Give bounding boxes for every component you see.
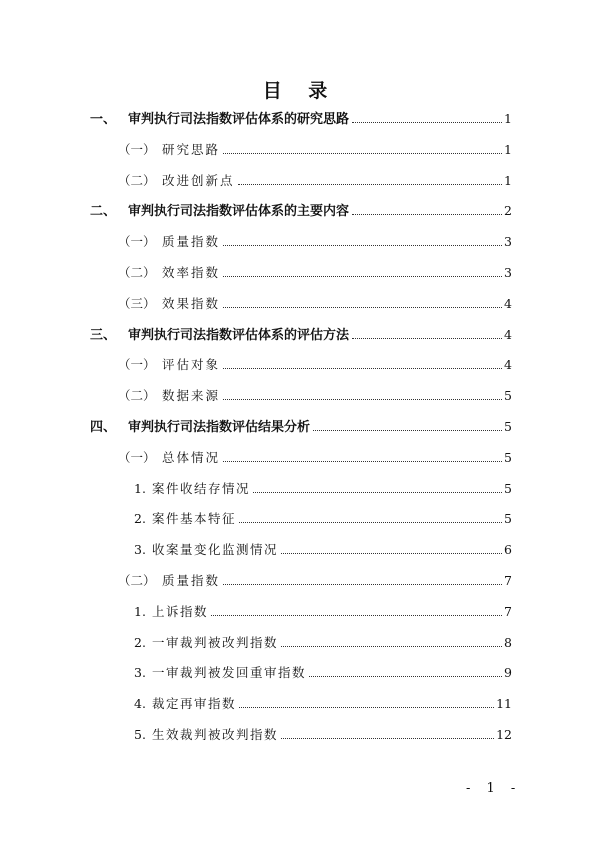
toc-dot-leader — [223, 307, 502, 308]
toc-entry-page: 7 — [504, 573, 512, 588]
toc-dot-leader — [223, 399, 502, 400]
toc-entry[interactable] — [118, 170, 512, 192]
toc-entry[interactable] — [118, 231, 512, 253]
toc-entry-page: 5 — [504, 388, 512, 404]
toc-entry-number: 二、 — [90, 204, 117, 220]
toc-entry-number: （一） — [118, 449, 156, 465]
toc-entry[interactable] — [118, 262, 512, 284]
toc-dot-leader — [211, 615, 502, 616]
toc-entry-number: 三、 — [90, 327, 117, 343]
toc-entry-number: （一） — [118, 234, 156, 250]
toc-entry-title: 审判执行司法指数评估体系的主要内容 — [128, 204, 350, 220]
toc-entry[interactable] — [90, 108, 512, 130]
toc-entry-page: 4 — [504, 326, 512, 342]
toc-dot-leader — [253, 492, 502, 493]
toc-dot-leader — [223, 368, 502, 369]
toc-dot-leader — [223, 584, 502, 585]
toc-entry-page: 5 — [504, 449, 512, 465]
toc-entry-page: 6 — [504, 542, 512, 558]
toc-entry-number: 3. — [134, 665, 146, 681]
toc-entry-title: 一审裁判被改判指数 — [152, 634, 279, 650]
toc-entry-title: 生效裁判被改判指数 — [152, 727, 279, 742]
toc-entry[interactable] — [134, 662, 512, 684]
toc-dot-leader — [309, 676, 502, 677]
toc-entry[interactable] — [118, 385, 512, 407]
toc-entry-page: 8 — [504, 634, 512, 650]
toc-dot-leader — [352, 338, 502, 339]
toc-entry-title: 审判执行司法指数评估结果分析 — [128, 420, 311, 435]
toc-entry-title: 审判执行司法指数评估体系的研究思路 — [128, 112, 350, 127]
toc-entry-title: 质量指数 — [162, 234, 221, 250]
toc-entry[interactable] — [90, 416, 512, 438]
toc-entry[interactable] — [134, 693, 512, 715]
page-title: 目 录 — [262, 80, 338, 102]
toc-entry[interactable] — [134, 601, 512, 623]
toc-entry-page: 1 — [504, 172, 512, 188]
toc-entry-title: 效果指数 — [162, 295, 221, 311]
toc-entry-number: 3. — [134, 542, 146, 558]
toc-dot-leader — [239, 707, 494, 708]
toc-entry-number: （二） — [118, 388, 156, 404]
toc-entry-number: （三） — [118, 295, 156, 311]
toc-entry-title: 上诉指数 — [152, 603, 209, 619]
toc-entry-title: 质量指数 — [162, 573, 221, 588]
toc-dot-leader — [223, 276, 502, 277]
toc-dot-leader — [313, 430, 502, 431]
toc-entry-title: 案件基本特征 — [152, 511, 237, 527]
toc-entry-number: 一、 — [90, 112, 117, 127]
toc-entry-page: 3 — [504, 265, 512, 280]
toc-entry-number: （二） — [118, 172, 156, 188]
toc-entry[interactable] — [90, 200, 512, 222]
toc-entry-number: 1. — [134, 480, 146, 496]
toc-entry-page: 1 — [504, 111, 512, 126]
toc-entry-number: 5. — [134, 727, 146, 742]
toc-entry-title: 裁定再审指数 — [152, 696, 237, 712]
toc-dot-leader — [352, 122, 502, 123]
toc-entry[interactable] — [118, 293, 512, 315]
toc-entry[interactable] — [134, 508, 512, 530]
toc-entry[interactable] — [118, 570, 512, 592]
toc-entry[interactable] — [118, 354, 512, 376]
toc-entry-page: 4 — [504, 357, 512, 373]
toc-entry-number: （二） — [118, 573, 156, 588]
toc-entry[interactable] — [118, 139, 512, 161]
toc-entry-title: 案件收结存情况 — [152, 480, 251, 496]
toc-dot-leader — [223, 245, 502, 246]
toc-entry-page: 9 — [504, 665, 512, 681]
toc-entry-page: 12 — [496, 727, 512, 742]
toc-entry-page: 7 — [504, 603, 512, 619]
toc-entry[interactable] — [90, 324, 512, 346]
toc-dot-leader — [223, 153, 502, 154]
toc-dot-leader — [239, 522, 502, 523]
toc-entry-number: 1. — [134, 603, 146, 619]
toc-entry-page: 11 — [496, 696, 512, 712]
toc-entry-title: 研究思路 — [162, 141, 221, 157]
toc-entry-number: （二） — [118, 265, 156, 280]
toc-dot-leader — [281, 553, 502, 554]
toc-entry-number: 四、 — [90, 420, 117, 435]
toc-entry-page: 4 — [504, 295, 512, 311]
toc-entry-title: 数据来源 — [162, 388, 221, 404]
toc-entry-number: （一） — [118, 141, 156, 157]
toc-dot-leader — [352, 214, 502, 215]
toc-entry[interactable] — [134, 724, 512, 746]
toc-dot-leader — [281, 646, 502, 647]
toc-dot-leader — [238, 184, 503, 185]
toc-entry-page: 1 — [504, 141, 512, 157]
toc-entry-title: 收案量变化监测情况 — [152, 542, 279, 558]
toc-entry-title: 总体情况 — [162, 449, 221, 465]
toc-entry-number: 2. — [134, 511, 146, 527]
toc-entry-page: 3 — [504, 234, 512, 250]
toc-entry-title: 一审裁判被发回重审指数 — [152, 665, 307, 681]
toc-entry[interactable] — [134, 539, 512, 561]
toc-dot-leader — [223, 461, 502, 462]
toc-entry[interactable] — [118, 447, 512, 469]
toc-entry-number: 2. — [134, 634, 146, 650]
toc-entry-title: 效率指数 — [162, 265, 221, 280]
page-number: - 1 - — [466, 781, 522, 796]
toc-entry-title: 评估对象 — [162, 357, 221, 373]
toc-entry-title: 改进创新点 — [162, 172, 235, 188]
toc-entry-page: 2 — [504, 203, 512, 219]
toc-dot-leader — [281, 738, 494, 739]
toc-entry[interactable] — [134, 632, 512, 654]
toc-entry-title: 审判执行司法指数评估体系的评估方法 — [128, 327, 350, 343]
toc-entry[interactable] — [134, 478, 512, 500]
toc-entry-page: 5 — [504, 480, 512, 496]
toc-entry-page: 5 — [504, 419, 512, 434]
toc-entry-number: 4. — [134, 696, 146, 712]
toc-entry-number: （一） — [118, 357, 156, 373]
toc-entry-page: 5 — [504, 511, 512, 527]
